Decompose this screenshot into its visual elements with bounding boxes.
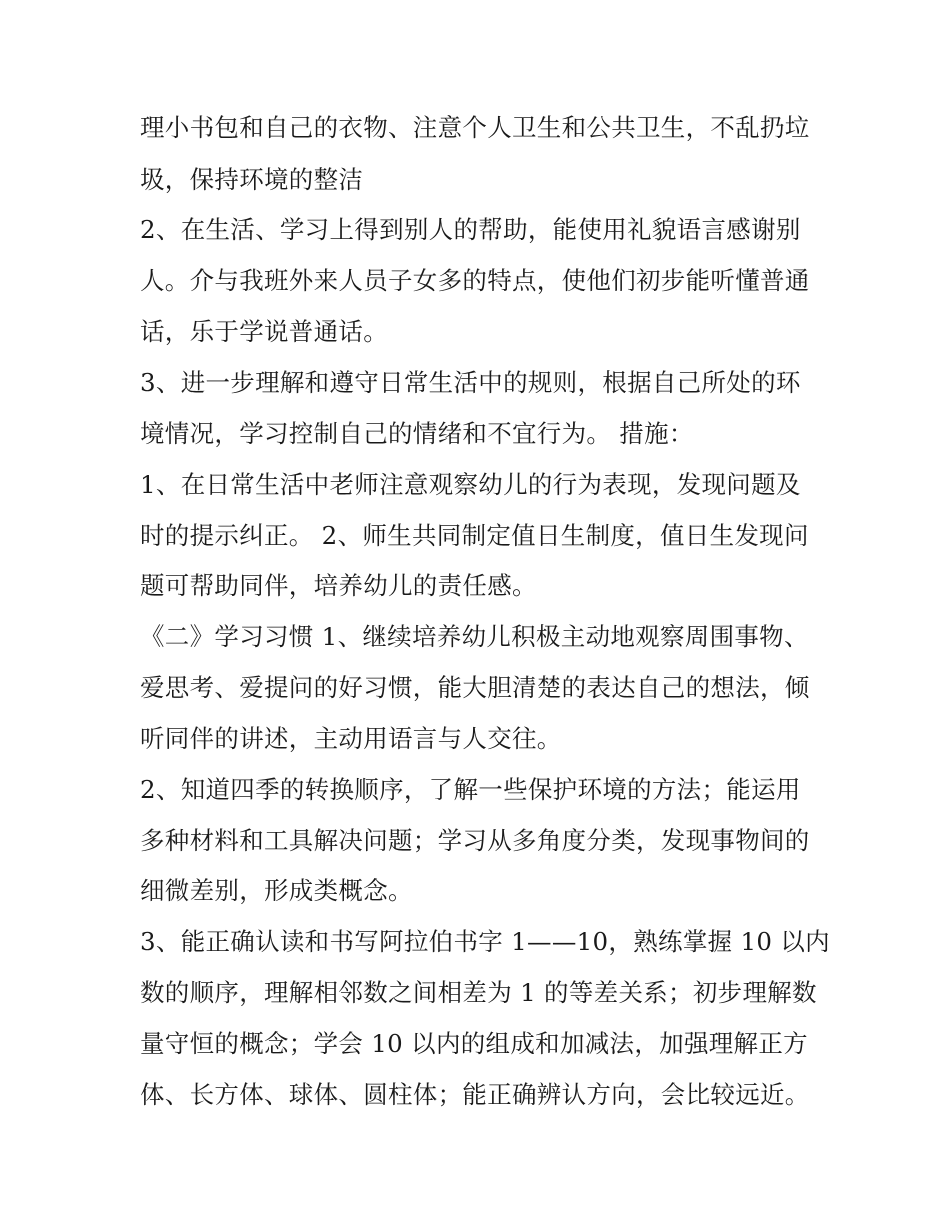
text-line: 3、能正确认读和书写阿拉伯书字 1——10，熟练掌握 10 以内 <box>140 927 830 956</box>
text-line: 理小书包和自己的衣物、注意个人卫生和公共卫生，不乱扔垃 <box>140 113 810 142</box>
text-line: 时的提示纠正。 2、师生共同制定值日生制度，值日生发现问 <box>140 521 809 550</box>
text-line: 圾，保持环境的整洁 <box>140 165 364 194</box>
text-line: 题可帮助同伴，培养幼儿的责任感。 <box>140 571 537 600</box>
text-line: 量守恒的概念；学会 10 以内的组成和加减法，加强理解正方 <box>140 1029 808 1058</box>
text-line: 人。介与我班外来人员子女多的特点，使他们初步能听懂普通 <box>140 266 810 295</box>
text-line: 话，乐于学说普通话。 <box>140 317 388 346</box>
text-line: 听同伴的讲述，主动用语言与人交往。 <box>140 724 562 753</box>
text-line: 《二》学习习惯 1、继续培养幼儿积极主动地观察周围事物、 <box>140 622 809 651</box>
text-line: 境情况，学习控制自己的情绪和不宜行为。 措施： <box>140 419 694 448</box>
text-line: 体、长方体、球体、圆柱体；能正确辨认方向，会比较远近。 <box>140 1080 810 1109</box>
text-line: 多种材料和工具解决问题；学习从多角度分类，发现事物间的 <box>140 826 810 855</box>
text-line: 3、进一步理解和遵守日常生活中的规则，根据自己所处的环 <box>140 368 801 397</box>
text-line: 1、在日常生活中老师注意观察幼儿的行为表现，发现问题及 <box>140 470 801 499</box>
text-line: 2、在生活、学习上得到别人的帮助，能使用礼貌语言感谢别 <box>140 215 801 244</box>
text-line: 细微差别，形成类概念。 <box>140 876 413 905</box>
text-line: 爱思考、爱提问的好习惯，能大胆清楚的表达自己的想法，倾 <box>140 673 810 702</box>
text-line: 数的顺序，理解相邻数之间相差为 1 的等差关系；初步理解数 <box>140 978 817 1007</box>
text-line: 2、知道四季的转换顺序，了解一些保护环境的方法；能运用 <box>140 775 801 804</box>
